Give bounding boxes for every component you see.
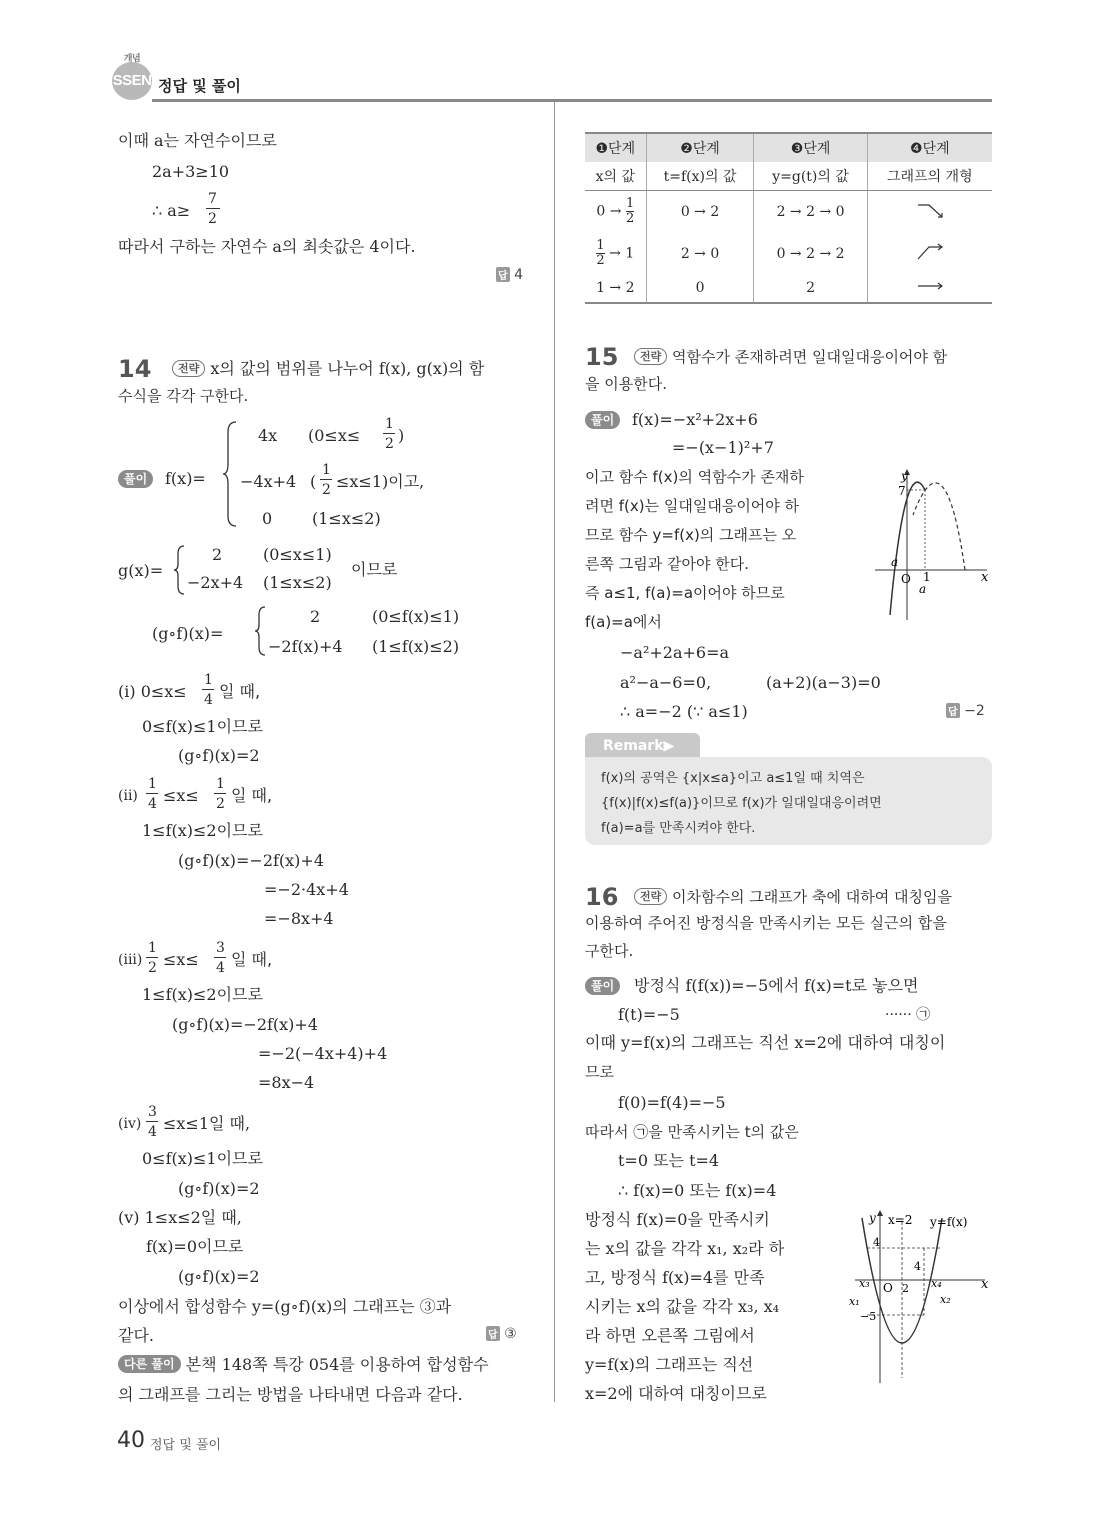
table-header: ❹단계: [867, 133, 992, 162]
math-line: 4x: [258, 426, 278, 445]
text-line: 이므로: [351, 560, 398, 579]
tick-label: 1: [923, 570, 931, 584]
text-line: 시키는 x의 값을 각각 x₃, x₄: [585, 1297, 780, 1316]
math-line: (v) 1≤x≤2일 때,: [118, 1208, 242, 1227]
parabola-graph-15: [865, 465, 995, 625]
page-header-title: 정답 및 풀이: [158, 77, 241, 95]
frac-num: 1: [385, 416, 394, 432]
table-cell: 2: [754, 275, 867, 303]
problem-number: 16: [585, 883, 619, 911]
steps-table: [585, 132, 992, 304]
frac-den: 4: [204, 692, 213, 708]
strategy-line: 구한다.: [585, 942, 634, 960]
math-line: (0≤f(x)≤1): [372, 607, 460, 626]
text-line: f(a)=a에서: [585, 613, 662, 631]
graph-shape-icon: [915, 280, 945, 292]
math-line: (1≤x≤2): [263, 573, 332, 592]
math-line: (iii): [118, 952, 143, 968]
math-line: −4x+4: [240, 472, 297, 491]
origin-label: O: [883, 1281, 893, 1295]
origin-label: O: [901, 572, 911, 586]
table-cell: [867, 275, 992, 303]
frac-den: 2: [322, 482, 331, 498]
text-line: 이때 y=f(x)의 그래프는 직선 x=2에 대하여 대칭이: [585, 1033, 946, 1052]
frac-num: 1: [148, 940, 157, 956]
table-header: y=g(t)의 값: [754, 162, 867, 191]
text-line: 므로: [585, 1063, 614, 1081]
math-line: (iv): [118, 1116, 142, 1132]
text-line: 일 때,: [231, 786, 273, 805]
math-line: ≤x≤1일 때,: [163, 1114, 251, 1133]
answer-mark: 답 −2: [948, 703, 985, 719]
y-arrow-icon: [877, 1210, 883, 1216]
tick-label: x₃: [859, 1277, 870, 1290]
frac-den: 4: [216, 960, 225, 976]
axis-label: y: [901, 469, 908, 483]
text-line: 고, 방정식 f(x)=4를 만족: [585, 1268, 765, 1287]
text-line: 는 x의 값을 각각 x₁, x₂라 하: [585, 1239, 785, 1258]
frac-num: 1: [204, 672, 213, 688]
alt-line: 다른 풀이 본책 148쪽 특강 054를 이용하여 합성함수: [118, 1355, 489, 1375]
math-line: ≤x≤: [163, 786, 199, 805]
answer-mark: 답 ③: [488, 1326, 517, 1342]
math-line: ······ ㉠: [885, 1007, 931, 1023]
tick-label: a: [891, 555, 899, 569]
math-line: 0≤f(x)≤1이므로: [142, 1149, 263, 1168]
math-line: t=0 또는 t=4: [618, 1151, 720, 1170]
table-row: [585, 191, 992, 233]
math-line: =−(x−1)²+7: [672, 438, 774, 457]
table-header: ❶단계: [585, 133, 646, 162]
math-line: 1≤f(x)≤2이므로: [142, 821, 263, 840]
math-line: =−2(−4x+4)+4: [258, 1044, 388, 1063]
math-line: −a²+2a+6=a: [620, 643, 730, 662]
tick-label: 7: [898, 484, 906, 498]
text-line: 일 때,: [231, 950, 273, 969]
math-line: f(t)=−5: [618, 1005, 680, 1024]
math-line: 방정식 f(f(x))=−5에서 f(x)=t로 놓으면: [634, 976, 919, 995]
tick-label: 4: [873, 1236, 880, 1249]
text-line: 일 때,: [219, 682, 261, 701]
footer-title: 정답 및 풀이: [150, 1438, 222, 1453]
table-cell: [867, 233, 992, 275]
math-line: 2: [310, 607, 321, 626]
header-rule: [152, 99, 992, 102]
math-line: a²−a−6=0,: [620, 673, 712, 692]
math-line: f(0)=f(4)=−5: [618, 1093, 726, 1112]
math-line: −2x+4: [187, 573, 244, 592]
graph-shape-icon: [915, 200, 945, 220]
table-cell: $0 \to \frac{1}{2}$: [596, 196, 635, 227]
math-line: =−8x+4: [264, 909, 334, 928]
strategy-badge: 전략: [634, 888, 667, 905]
table-cell: 0: [646, 275, 754, 303]
math-line: ∴ f(x)=0 또는 f(x)=4: [618, 1181, 777, 1200]
brand-logo: 개념 SSEN: [112, 62, 152, 100]
frac-den: 4: [148, 1124, 157, 1140]
strategy-badge: 전략: [634, 348, 667, 365]
math-line: (1≤x≤2): [312, 509, 381, 528]
axis-label: x: [981, 570, 989, 585]
math-line: (i) 0≤x≤: [118, 682, 187, 701]
table-cell: 2 → 2 → 0: [754, 191, 867, 233]
text-line: 즉 a≤1, f(a)=a이어야 하므로: [585, 584, 785, 602]
text-line: 따라서 ㉠을 만족시키는 t의 값은: [585, 1123, 799, 1141]
math-line: (: [310, 472, 317, 491]
math-line: (g∘f)(x)=: [152, 624, 224, 643]
text-line: 이고 함수 f(x)의 역함수가 존재하: [585, 468, 804, 486]
remark-line: f(a)=a를 만족시켜야 한다.: [601, 821, 756, 836]
table-header: ❷단계: [646, 133, 754, 162]
tick-label: x₄: [931, 1277, 942, 1290]
tick-label: x₁: [849, 1295, 860, 1308]
math-line: f(x)=0이므로: [146, 1237, 244, 1256]
text-line: 이상에서 합성함수 y=(g∘f)(x)의 그래프는 ③과: [118, 1297, 452, 1316]
math-line: (g∘f)(x)=2: [178, 1179, 260, 1198]
math-line: f(x)=: [165, 469, 206, 488]
math-line: (1≤f(x)≤2): [372, 637, 460, 656]
tick-label: 4: [914, 1260, 921, 1273]
tick-label: −5: [860, 1310, 877, 1323]
table-cell: 0 → 2 → 2: [754, 233, 867, 275]
tick-label: 2: [902, 1282, 909, 1295]
fraction: $\frac{1}{2}$: [596, 238, 605, 268]
text-line: 같다.: [118, 1326, 154, 1345]
text-line: 른쪽 그림과 같아야 한다.: [585, 555, 749, 573]
frac-num: 3: [148, 1104, 157, 1120]
table-cell: [867, 191, 992, 233]
column-divider: [554, 102, 555, 1402]
dashed-curve: [913, 483, 965, 570]
math-line: 0≤f(x)≤1이므로: [142, 717, 263, 736]
remark-tab: Remark▶: [585, 733, 700, 759]
strategy-badge: 전략: [172, 360, 205, 377]
brace-icon: [173, 544, 185, 596]
frac-num: 1: [216, 776, 225, 792]
frac-num: 3: [216, 940, 225, 956]
line-label: x=2: [888, 1213, 913, 1227]
frac-num: 1: [148, 776, 157, 792]
remark-line: f(x)의 공역은 {x|x≤a}이고 a≤1일 때 치역은: [601, 771, 865, 786]
problem-number: 15: [585, 343, 619, 371]
parabola-graph-16: [845, 1208, 995, 1388]
text-line: 방정식 f(x)=0을 만족시키: [585, 1210, 770, 1229]
math-line: ): [398, 426, 405, 445]
brace-icon: [254, 605, 266, 657]
page-number: 40: [117, 1428, 145, 1453]
math-line: (g∘f)(x)=−2f(x)+4: [172, 1015, 319, 1034]
text-line: 려면 f(x)는 일대일대응이어야 하: [585, 497, 800, 515]
remark-line: {f(x)|f(x)≤f(a)}이므로 f(x)가 일대일대응이려면: [601, 796, 882, 811]
math-line: ≤x≤1)이고,: [336, 472, 425, 491]
math-line: 1≤f(x)≤2이므로: [142, 985, 263, 1004]
table-header: ❸단계: [754, 133, 867, 162]
problem-number: 14: [118, 355, 152, 383]
brace-icon: [222, 420, 238, 528]
table-header: t=f(x)의 값: [646, 162, 754, 191]
strategy-line: 을 이용한다.: [585, 375, 667, 393]
table-cell: 0 → 2: [646, 191, 754, 233]
frac-num: 1: [322, 462, 331, 478]
tick-label: x₂: [940, 1293, 951, 1306]
math-line: g(x)=: [118, 561, 164, 580]
solution-badge: 풀이: [585, 411, 620, 429]
math-line: ≤x≤: [163, 950, 199, 969]
math-line: (g∘f)(x)=2: [178, 1267, 260, 1286]
text-line: x=2에 대하여 대칭이므로: [585, 1384, 767, 1403]
table-header: x의 값: [585, 162, 646, 191]
strategy-line: 전략 역함수가 존재하려면 일대일대응이어야 함: [634, 347, 947, 367]
text-line: 따라서 구하는 자연수 a의 최솟값은 4이다.: [118, 237, 416, 256]
table-cell: 1 → 2: [585, 275, 646, 303]
text-line: 므로 함수 y=f(x)의 그래프는 오: [585, 526, 797, 544]
math-line: −2f(x)+4: [268, 637, 343, 656]
solution-badge: 풀이: [585, 977, 620, 995]
axis-label: x: [981, 1277, 989, 1292]
curve-label: y=f(x): [930, 1215, 968, 1229]
math-line: (0≤x≤: [308, 426, 361, 445]
table-cell: $\frac{1}{2} \to 1$: [596, 238, 635, 268]
alt-solution-badge: 다른 풀이: [118, 1355, 181, 1373]
table-header: 그래프의 개형: [867, 162, 992, 191]
alt-line: 의 그래프를 그리는 방법을 나타내면 다음과 같다.: [118, 1385, 463, 1404]
math-line: (g∘f)(x)=−2f(x)+4: [178, 851, 325, 870]
tick-label: a: [919, 582, 927, 596]
frac-den: 2: [385, 436, 394, 452]
math-line: 2: [212, 545, 223, 564]
math-line: =8x−4: [258, 1073, 315, 1092]
frac-den: 2: [208, 211, 217, 227]
math-line: f(x)=−x²+2x+6: [632, 410, 758, 429]
axis-label: y: [869, 1211, 876, 1225]
graph-shape-icon: [915, 242, 945, 262]
table-cell: 2 → 0: [646, 233, 754, 275]
solution-badge: 풀이: [118, 470, 153, 488]
frac-den: 2: [148, 960, 157, 976]
frac-den: 2: [216, 796, 225, 812]
frac-den: 4: [148, 796, 157, 812]
text-line: 라 하면 오른쪽 그림에서: [585, 1326, 755, 1345]
math-line: ∴ a=−2 (∵ a≤1): [620, 702, 748, 721]
table-row: [585, 233, 992, 275]
math-line: ∴ a≥: [152, 201, 191, 220]
math-line: 0: [262, 509, 273, 528]
strategy-line: 전략 x의 값의 범위를 나누어 f(x), g(x)의 함: [172, 359, 484, 379]
fraction: $\frac{1}{2}$: [625, 196, 635, 227]
text-line: 이때 a는 자연수이므로: [118, 131, 277, 150]
text-line: y=f(x)의 그래프는 직선: [585, 1355, 754, 1374]
math-line: (0≤x≤1): [263, 545, 332, 564]
math-line: (a+2)(a−3)=0: [766, 673, 881, 692]
math-line: =−2·4x+4: [264, 880, 349, 899]
strategy-line: 전략 이차함수의 그래프가 축에 대하여 대칭임을: [634, 887, 952, 907]
math-line: (g∘f)(x)=2: [178, 746, 260, 765]
strategy-line: 수식을 각각 구한다.: [118, 387, 249, 405]
answer-mark: 답 4: [498, 267, 524, 283]
strategy-line: 이용하여 주어진 방정식을 만족시키는 모든 실근의 합을: [585, 914, 947, 932]
math-line: 2a+3≥10: [152, 162, 230, 181]
math-line: (ii): [118, 788, 138, 804]
frac-num: 7: [208, 191, 217, 207]
table-row: [585, 275, 992, 303]
